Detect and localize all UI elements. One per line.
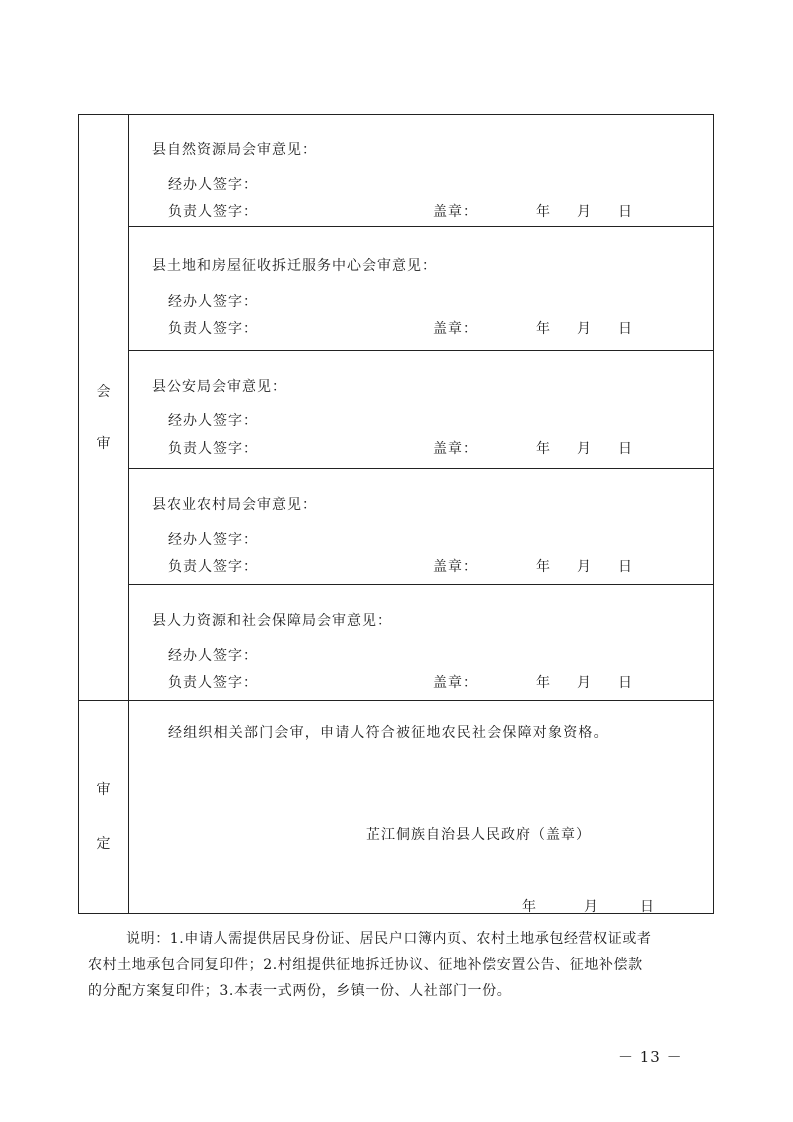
handler-signature-label: 经办人签字： (168, 177, 258, 193)
handler-signature-label: 经办人签字： (168, 413, 258, 429)
government-seal-label: 芷江侗族自治县人民政府（盖章） (366, 827, 591, 843)
handler-signature-label: 经办人签字： (168, 532, 258, 548)
date-year-label: 年 (536, 675, 550, 691)
date-year-label: 年 (522, 899, 536, 915)
notes-line-1: 说明：1.申请人需提供居民身份证、居民户口簿内页、农村土地承包经营权证或者 (126, 931, 652, 947)
seal-label: 盖章： (433, 441, 478, 457)
leader-signature-label: 负责人签字： (168, 675, 258, 691)
date-day-label: 日 (618, 675, 632, 691)
side-label-review-1: 会 (96, 384, 111, 400)
notes-line-3: 的分配方案复印件；3.本表一式两份，乡镇一份、人社部门一份。 (88, 983, 512, 999)
date-year-label: 年 (536, 321, 550, 337)
section-title: 县公安局会审意见： (152, 379, 287, 395)
side-label-review-2: 审 (96, 436, 111, 452)
approval-text: 经组织相关部门会审，申请人符合被征地农民社会保障对象资格。 (168, 725, 609, 741)
date-day-label: 日 (618, 441, 632, 457)
leader-signature-label: 负责人签字： (168, 321, 258, 337)
leader-signature-label: 负责人签字： (168, 559, 258, 575)
date-year-label: 年 (536, 441, 550, 457)
date-day-label: 日 (640, 899, 654, 915)
date-month-label: 月 (577, 675, 591, 691)
date-year-label: 年 (536, 204, 550, 220)
side-label-approve-1: 审 (96, 782, 111, 798)
handler-signature-label: 经办人签字： (168, 294, 258, 310)
date-month-label: 月 (584, 899, 598, 915)
date-day-label: 日 (618, 321, 632, 337)
handler-signature-label: 经办人签字： (168, 648, 258, 664)
seal-label: 盖章： (433, 675, 478, 691)
approval-section (128, 700, 713, 913)
date-month-label: 月 (577, 441, 591, 457)
leader-signature-label: 负责人签字： (168, 441, 258, 457)
review-section-agriculture (128, 468, 713, 584)
date-month-label: 月 (577, 321, 591, 337)
date-month-label: 月 (577, 559, 591, 575)
seal-label: 盖章： (433, 204, 478, 220)
seal-label: 盖章： (433, 559, 478, 575)
date-day-label: 日 (618, 204, 632, 220)
page-number: － 13 － (618, 1048, 683, 1066)
section-title: 县农业农村局会审意见： (152, 497, 317, 513)
review-form-table (78, 114, 714, 914)
leader-signature-label: 负责人签字： (168, 204, 258, 220)
section-title: 县土地和房屋征收拆迁服务中心会审意见： (152, 258, 437, 274)
review-section-public-security (128, 350, 713, 468)
review-section-land-expropriation (128, 229, 713, 350)
side-label-approve-2: 定 (96, 836, 111, 852)
row-divider (128, 226, 713, 227)
date-month-label: 月 (577, 204, 591, 220)
section-title: 县自然资源局会审意见： (152, 142, 317, 158)
review-section-human-resources (128, 584, 713, 700)
seal-label: 盖章： (433, 321, 478, 337)
notes-paragraph (88, 926, 708, 1004)
notes-line-2: 农村土地承包合同复印件；2.村组提供征地拆迁协议、征地补偿安置公告、征地补偿款 (88, 957, 643, 973)
review-section-natural-resources (128, 115, 713, 226)
date-year-label: 年 (536, 559, 550, 575)
section-title: 县人力资源和社会保障局会审意见： (152, 613, 392, 629)
date-day-label: 日 (618, 559, 632, 575)
